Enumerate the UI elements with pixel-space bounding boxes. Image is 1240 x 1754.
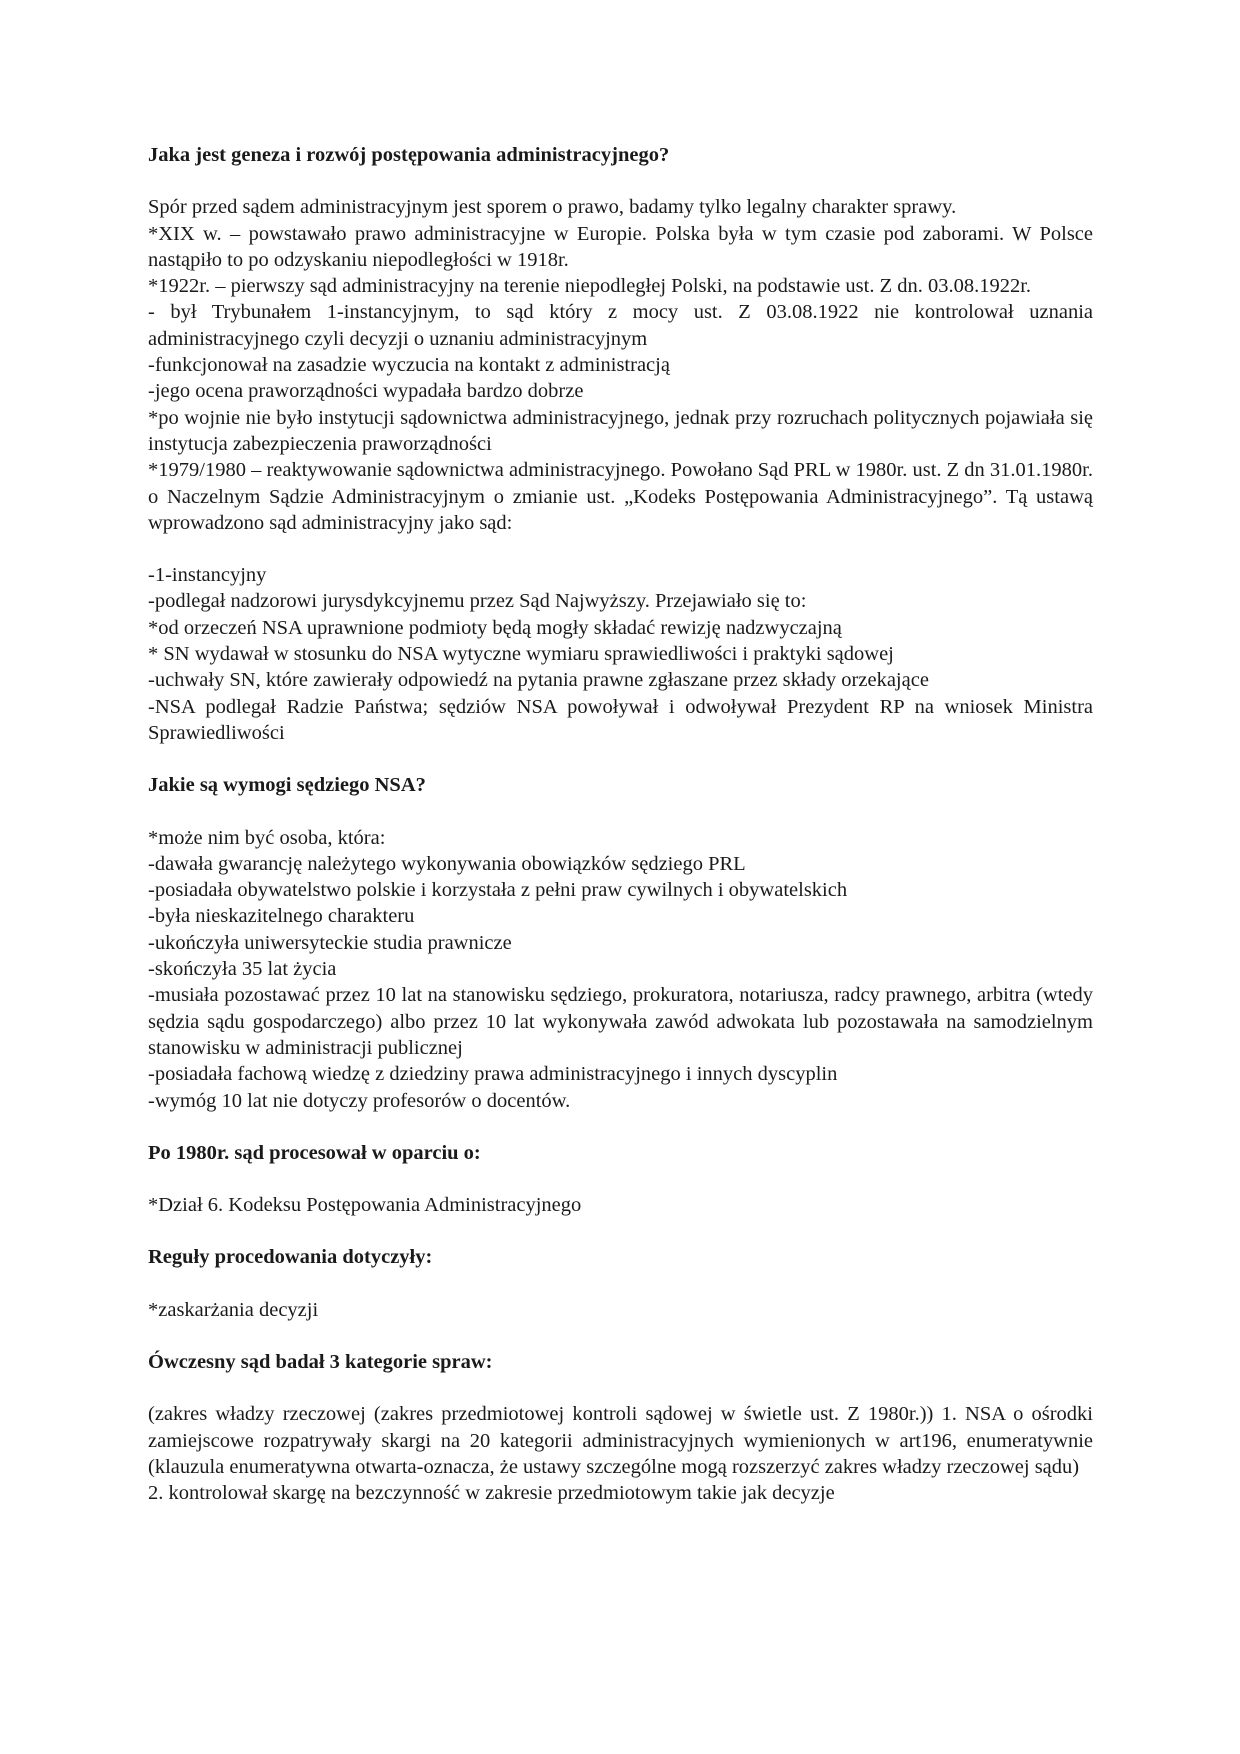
paragraph: -NSA podlegał Radzie Państwa; sędziów NSA powoływał i odwoływał Prezydent RP na wniosek Ministra Sprawiedliwości [148, 695, 1093, 744]
spacer [148, 168, 1093, 194]
spacer [148, 1166, 1093, 1192]
paragraph: -dawała gwarancję należytego wykonywania obowiązków sędziego PRL [148, 852, 746, 875]
paragraph: -wymóg 10 lat nie dotyczy profesorów o docentów. [148, 1089, 571, 1112]
spacer [148, 1271, 1093, 1297]
paragraph: *od orzeczeń NSA uprawnione podmioty będą mogły składać rewizję nadzwyczajną [148, 616, 842, 639]
paragraph: (zakres władzy rzeczowej (zakres przedmiotowej kontroli sądowej w świetle ust. Z 1980r.)) 1. NSA o ośrodki zamiejscowe rozpatrywały skargi na 20 kategorii administracyjnych wymienionych w art196, enumeratywnie (klauzula enumeratywna otwarta-oznacza, że ustawy szczególne mogą rozszerzyć zakres władzy rzeczowej sądu) [148, 1403, 1093, 1478]
section-heading-requirements: Jakie są wymogi sędziego NSA? [148, 774, 426, 797]
paragraph: *1979/1980 – reaktywowanie sądownictwa administracyjnego. Powołano Sąd PRL w 1980r. ust. Z dn 31.01.1980r. o Naczelnym Sądzie Administracyjnym o zmianie ust. „Kodeks Postępowania Administracyjnego”. Tą ustawą wprowadzono sąd administracyjny jako sąd: [148, 459, 1093, 534]
paragraph: *Dział 6. Kodeksu Postępowania Administracyjnego [148, 1194, 582, 1217]
paragraph: - był Trybunałem 1-instancyjnym, to sąd który z mocy ust. Z 03.08.1922 nie kontrolował uznania administracyjnego czyli decyzji o uznaniu administracyjnym [148, 301, 1093, 350]
paragraph: -1-instancyjny [148, 564, 267, 587]
paragraph: *po wojnie nie było instytucji sądownictwa administracyjnego, jednak przy rozruchach politycznych pojawiała się instytucja zabezpieczenia praworządności [148, 406, 1093, 455]
paragraph: -musiała pozostawać przez 10 lat na stanowisku sędziego, prokuratora, notariusza, radcy prawnego, arbitra (wtedy sędzia sądu gospodarczego) albo przez 10 lat wykonywała zawód adwokata lub pozostawała na samodzielnym stanowisku w administracji publicznej [148, 984, 1093, 1059]
spacer [148, 799, 1093, 825]
paragraph: *1922r. – pierwszy sąd administracyjny na terenie niepodległej Polski, na podstawie ust. Z dn. 03.08.1922r. [148, 275, 1032, 298]
spacer [148, 1375, 1093, 1401]
paragraph: *może nim być osoba, która: [148, 826, 386, 849]
paragraph: -skończyła 35 lat życia [148, 958, 337, 981]
paragraph: -podlegał nadzorowi jurysdykcyjnemu przez Sąd Najwyższy. Przejawiało się to: [148, 590, 807, 613]
spacer [148, 1323, 1093, 1349]
paragraph: *XIX w. – powstawało prawo administracyjne w Europie. Polska była w tym czasie pod zaborami. W Polsce nastąpiło to po odzyskaniu niepodległości w 1918r. [148, 222, 1093, 271]
spacer [148, 1218, 1093, 1244]
paragraph: 2. kontrolował skargę na bezczynność w zakresie przedmiotowym takie jak decyzje [148, 1482, 835, 1505]
document-page [148, 142, 1093, 1506]
paragraph: *zaskarżania decyzji [148, 1298, 319, 1321]
section-heading-procedure-basis: Po 1980r. sąd procesował w oparciu o: [148, 1141, 481, 1164]
paragraph: Spór przed sądem administracyjnym jest sporem o prawo, badamy tylko legalny charakter sprawy. [148, 196, 957, 219]
section-heading-genesis: Jaka jest geneza i rozwój postępowania administracyjnego? [148, 144, 670, 166]
paragraph: -funkcjonował na zasadzie wyczucia na kontakt z administracją [148, 354, 670, 377]
paragraph: -jego ocena praworządności wypadała bardzo dobrze [148, 380, 584, 403]
spacer [148, 536, 1093, 562]
spacer [148, 1114, 1093, 1140]
paragraph: -posiadała obywatelstwo polskie i korzystała z pełni praw cywilnych i obywatelskich [148, 879, 848, 902]
section-heading-procedure-rules: Reguły procedowania dotyczyły: [148, 1246, 433, 1269]
section-heading-case-categories: Ówczesny sąd badał 3 kategorie spraw: [148, 1350, 493, 1373]
paragraph: -ukończyła uniwersyteckie studia prawnicze [148, 931, 512, 954]
paragraph: -była nieskazitelnego charakteru [148, 905, 415, 928]
paragraph: -posiadała fachową wiedzę z dziedziny prawa administracyjnego i innych dyscyplin [148, 1063, 838, 1086]
spacer [148, 746, 1093, 772]
paragraph: -uchwały SN, które zawierały odpowiedź na pytania prawne zgłaszane przez składy orzekające [148, 669, 929, 692]
paragraph: * SN wydawał w stosunku do NSA wytyczne wymiaru sprawiedliwości i praktyki sądowej [148, 643, 894, 666]
